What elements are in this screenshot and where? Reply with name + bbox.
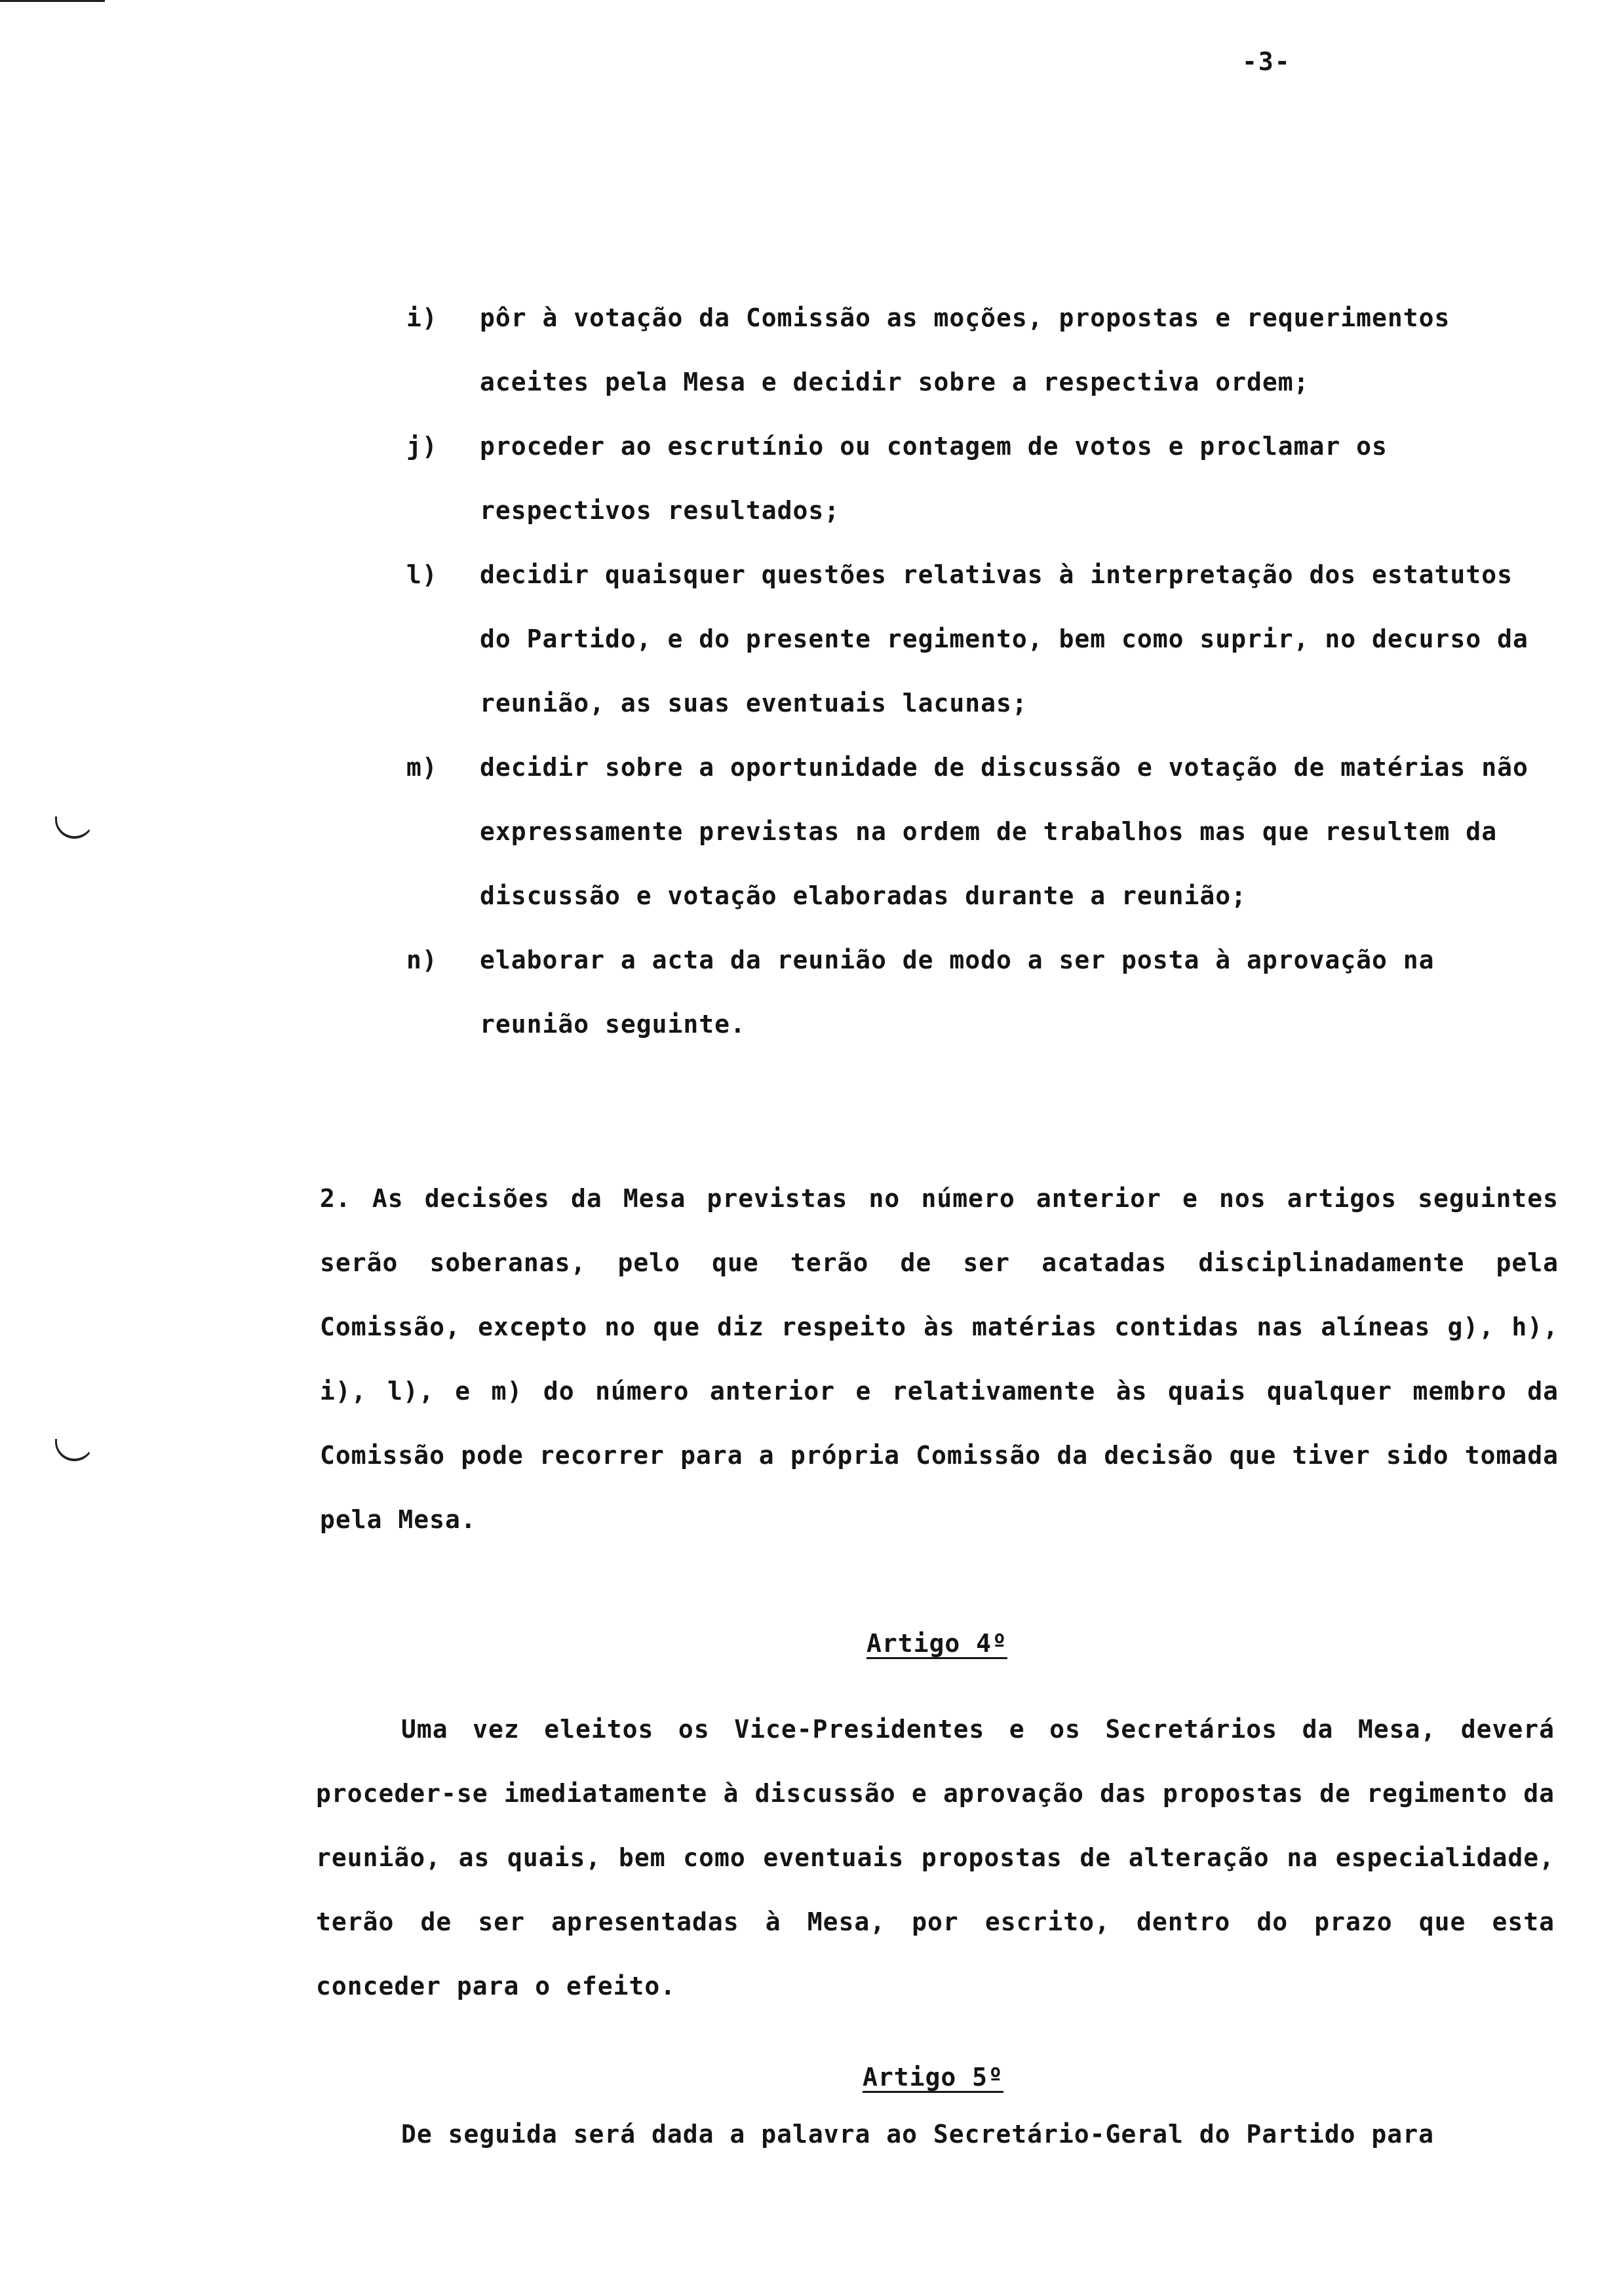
list-item-text: elaborar a acta da reunião de modo a ser posta à aprovação na reunião seguinte. (480, 946, 1435, 1039)
punch-hole-mark (55, 816, 94, 839)
list-item-marker: l) (406, 560, 438, 589)
list-item-text: proceder ao escrutínio ou contagem de votos e proclamar os respectivos resultados; (480, 432, 1388, 525)
top-rule (0, 0, 105, 2)
punch-hole-mark (55, 1439, 94, 1461)
paragraph-2: 2. As decisões da Mesa previstas no número anterior e nos artigos seguintes serão soberanas, pelo que terão de ser acatadas disciplinadamente pela Comissão, excepto no que diz respeito às matérias contidas nas alíneas g), h), i), l), e m) do número anterior e relativamente às quais qualquer membro da Comissão pode recorrer para a própria Comissão da decisão que tiver sido tomada pela Mesa. (320, 1184, 1559, 1534)
list-item-marker: j) (406, 432, 438, 461)
list-item (406, 286, 1534, 414)
list-item-text: decidir quaisquer questões relativas à interpretação dos estatutos do Partido, e do presente regimento, bem como suprir, no decurso da reunião, as suas eventuais lacunas; (480, 560, 1528, 718)
list-item (406, 543, 1534, 735)
list-item (406, 735, 1534, 928)
article-5-heading: Artigo 5º (863, 2063, 1003, 2092)
list-item-marker: n) (406, 946, 438, 974)
list-item-marker: m) (406, 753, 438, 782)
list-item (406, 928, 1534, 1056)
list-item-marker: i) (406, 303, 438, 332)
list-item (406, 414, 1534, 543)
list-item-text: decidir sobre a oportunidade de discussão e votação de matérias não expressamente previstas na ordem de trabalhos mas que resultem da discussão e votação elaboradas durante a reunião; (480, 753, 1528, 910)
list-item-text: pôr à votação da Comissão as moções, propostas e requerimentos aceites pela Mesa e decidir sobre a respectiva ordem; (480, 303, 1450, 396)
page-number: -3- (1242, 47, 1291, 76)
alinea-list (406, 286, 1534, 1056)
article-4-text: Uma vez eleitos os Vice-Presidentes e os Secretários da Mesa, deverá proceder-se imediatamente à discussão e aprovação das propostas de regimento da reunião, as quais, bem como eventuais propostas de alteração na especialidade, terão de ser apresentadas à Mesa, por escrito, dentro do prazo que esta conceder para o efeito. (316, 1715, 1555, 2000)
article-5-text: De seguida será dada a palavra ao Secretário-Geral do Partido para (401, 2120, 1434, 2149)
article-4-heading: Artigo 4º (866, 1629, 1007, 1658)
